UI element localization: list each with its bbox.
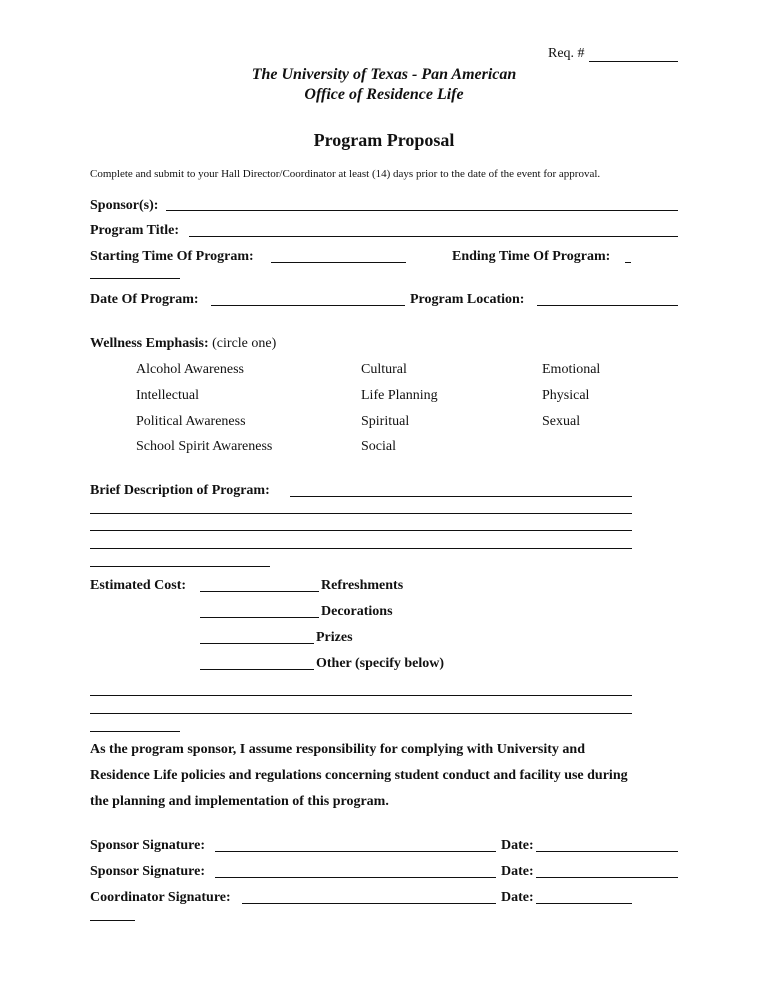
decorations-cost-field[interactable] bbox=[200, 617, 319, 618]
coordinator-signature-field[interactable] bbox=[242, 903, 496, 904]
end-time-field[interactable] bbox=[625, 262, 631, 263]
responsibility-line-1: As the program sponsor, I assume responsibility for complying with University and bbox=[90, 742, 585, 757]
other-specify-line-3[interactable] bbox=[90, 731, 180, 732]
wellness-label: Wellness Emphasis: bbox=[90, 336, 209, 351]
other-specify-line-2[interactable] bbox=[90, 713, 632, 714]
sponsor-signature-field-1[interactable] bbox=[215, 851, 496, 852]
end-time-field-continued[interactable] bbox=[90, 278, 180, 279]
option-emotional[interactable]: Emotional bbox=[542, 362, 601, 377]
responsibility-line-2: Residence Life policies and regulations concerning student conduct and facility use during bbox=[90, 768, 628, 783]
refreshments-label: Refreshments bbox=[321, 578, 404, 593]
location-field[interactable] bbox=[537, 305, 678, 306]
sponsor-signature-field-2[interactable] bbox=[215, 877, 496, 878]
cost-label: Estimated Cost: bbox=[90, 578, 187, 593]
description-line-3[interactable] bbox=[90, 530, 632, 531]
program-title-field[interactable] bbox=[189, 236, 678, 237]
office-name: Office of Residence Life bbox=[304, 86, 464, 103]
sponsor-signature-label-2: Sponsor Signature: bbox=[90, 864, 206, 879]
req-number-label: Req. # bbox=[548, 46, 585, 61]
date-label: Date Of Program: bbox=[90, 292, 199, 307]
other-specify-line-1[interactable] bbox=[90, 695, 632, 696]
program-title-label: Program Title: bbox=[90, 223, 180, 238]
prizes-cost-field[interactable] bbox=[200, 643, 314, 644]
option-alcohol-awareness[interactable]: Alcohol Awareness bbox=[136, 362, 244, 377]
coordinator-date-label: Date: bbox=[501, 890, 534, 905]
sponsor-date-field-1[interactable] bbox=[536, 851, 678, 852]
option-political-awareness[interactable]: Political Awareness bbox=[136, 414, 246, 429]
end-time-label: Ending Time Of Program: bbox=[452, 249, 611, 264]
instructions-text: Complete and submit to your Hall Director/Coordinator at least (14) days prior to the date of the event for approval. bbox=[90, 168, 601, 180]
description-line-2[interactable] bbox=[90, 513, 632, 514]
option-sexual[interactable]: Sexual bbox=[542, 414, 581, 429]
sponsor-date-label-1: Date: bbox=[501, 838, 534, 853]
sponsor-date-field-2[interactable] bbox=[536, 877, 678, 878]
coordinator-date-field-continued[interactable] bbox=[90, 920, 135, 921]
wellness-hint: (circle one) bbox=[212, 336, 277, 351]
description-line-1[interactable] bbox=[290, 496, 632, 497]
req-number-field[interactable] bbox=[589, 61, 678, 62]
coordinator-signature-label: Coordinator Signature: bbox=[90, 890, 231, 905]
refreshments-cost-field[interactable] bbox=[200, 591, 319, 592]
location-label: Program Location: bbox=[410, 292, 525, 307]
wellness-heading bbox=[90, 336, 276, 352]
other-cost-field[interactable] bbox=[200, 669, 314, 670]
option-life-planning[interactable]: Life Planning bbox=[361, 388, 438, 403]
prizes-label: Prizes bbox=[316, 630, 353, 645]
university-name: The University of Texas - Pan American bbox=[251, 66, 517, 83]
sponsor-signature-label-1: Sponsor Signature: bbox=[90, 838, 206, 853]
description-line-5[interactable] bbox=[90, 566, 270, 567]
coordinator-date-field[interactable] bbox=[536, 903, 632, 904]
start-time-field[interactable] bbox=[271, 262, 406, 263]
description-line-4[interactable] bbox=[90, 548, 632, 549]
date-field[interactable] bbox=[211, 305, 405, 306]
option-school-spirit-awareness[interactable]: School Spirit Awareness bbox=[136, 439, 273, 454]
option-spiritual[interactable]: Spiritual bbox=[361, 414, 410, 429]
sponsors-label: Sponsor(s): bbox=[90, 198, 159, 213]
page-title: Program Proposal bbox=[313, 130, 455, 150]
option-social[interactable]: Social bbox=[361, 439, 396, 454]
responsibility-line-3: the planning and implementation of this program. bbox=[90, 794, 389, 809]
other-label: Other (specify below) bbox=[316, 656, 445, 671]
start-time-label: Starting Time Of Program: bbox=[90, 249, 254, 264]
sponsors-field[interactable] bbox=[166, 210, 678, 211]
decorations-label: Decorations bbox=[321, 604, 393, 619]
sponsor-date-label-2: Date: bbox=[501, 864, 534, 879]
description-label: Brief Description of Program: bbox=[90, 483, 270, 498]
option-physical[interactable]: Physical bbox=[542, 388, 590, 403]
option-cultural[interactable]: Cultural bbox=[361, 362, 407, 377]
option-intellectual[interactable]: Intellectual bbox=[136, 388, 199, 403]
